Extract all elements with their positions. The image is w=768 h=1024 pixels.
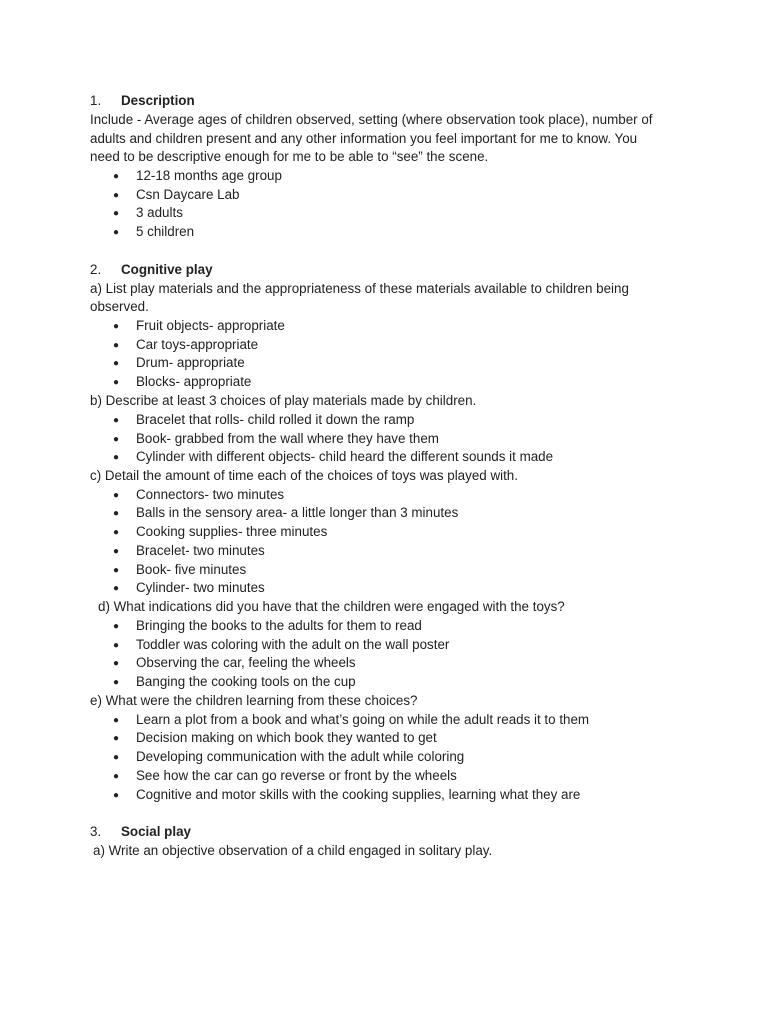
question-a-line: observed. (90, 299, 149, 314)
social-question-a-line: a) Write an objective observation of a child engaged in solitary play. (93, 843, 493, 858)
list-item-text: Csn Daycare Lab (136, 187, 240, 202)
section-number: 1. (90, 93, 102, 108)
list-item (113, 223, 194, 243)
list-item (113, 636, 449, 656)
bullet-icon: ● (113, 490, 120, 501)
list-item-text: 12-18 months age group (136, 168, 282, 183)
list-item-text: Cognitive and motor skills with the cooking supplies, learning what they are (136, 787, 581, 802)
list-item-text: Balls in the sensory area- a little longer than 3 minutes (136, 505, 459, 520)
bullet-icon: ● (113, 171, 120, 182)
list-item (113, 729, 437, 749)
list-item-text: Bringing the books to the adults for them to read (136, 618, 422, 633)
bullet-icon: ● (113, 358, 120, 369)
list-item (113, 317, 285, 337)
list-item-text: See how the car can go reverse or front by the wheels (136, 768, 457, 783)
bullet-icon: ● (113, 508, 120, 519)
question-c-line: c) Detail the amount of time each of the choices of toys was played with. (90, 468, 518, 483)
section-title: Cognitive play (121, 262, 213, 277)
bullet-icon: ● (113, 733, 120, 744)
list-item-text: Toddler was coloring with the adult on the wall poster (136, 637, 450, 652)
list-item-text: Fruit objects- appropriate (136, 318, 285, 333)
list-item-text: Connectors- two minutes (136, 487, 285, 502)
bullet-icon: ● (113, 340, 120, 351)
question-b-line: b) Describe at least 3 choices of play materials made by children. (90, 393, 477, 408)
list-item (113, 711, 589, 731)
list-item (113, 430, 439, 450)
list-item (113, 204, 183, 224)
list-item (113, 786, 580, 806)
list-item-text: Book- five minutes (136, 562, 247, 577)
list-item (113, 617, 422, 637)
list-item-text: Bracelet- two minutes (136, 543, 265, 558)
list-item (113, 504, 458, 524)
bullet-icon: ● (113, 434, 120, 445)
bullet-icon: ● (113, 621, 120, 632)
bullet-icon: ● (113, 208, 120, 219)
bullet-icon: ● (113, 415, 120, 426)
list-item-text: Decision making on which book they wanted to get (136, 730, 437, 745)
list-item (113, 354, 245, 374)
bullet-icon: ● (113, 452, 120, 463)
bullet-icon: ● (113, 715, 120, 726)
list-item (113, 767, 457, 787)
list-item (113, 486, 284, 506)
list-item-text: Blocks- appropriate (136, 374, 252, 389)
bullet-icon: ● (113, 321, 120, 332)
list-item-text: Book- grabbed from the wall where they have them (136, 431, 439, 446)
bullet-icon: ● (113, 227, 120, 238)
bullet-icon: ● (113, 546, 120, 557)
bullet-icon: ● (113, 377, 120, 388)
list-item (113, 579, 265, 599)
bullet-icon: ● (113, 771, 120, 782)
list-item-text: Learn a plot from a book and what’s going on while the adult reads it to them (136, 712, 590, 727)
description-intro-line: need to be descriptive enough for me to be able to “see” the scene. (90, 149, 489, 164)
bullet-icon: ● (113, 190, 120, 201)
list-item (113, 373, 251, 393)
question-d-line: d) What indications did you have that the children were engaged with the toys? (98, 599, 565, 614)
list-item (113, 167, 282, 187)
list-item-text: 3 adults (136, 205, 183, 220)
list-item (113, 186, 239, 206)
list-item-text: Cylinder- two minutes (136, 580, 265, 595)
list-item (113, 748, 464, 768)
list-item (113, 448, 553, 468)
bullet-icon: ● (113, 527, 120, 538)
question-e-line: e) What were the children learning from these choices? (90, 693, 418, 708)
list-item (113, 411, 414, 431)
list-item (113, 336, 258, 356)
bullet-icon: ● (113, 583, 120, 594)
list-item (113, 542, 265, 562)
bullet-icon: ● (113, 565, 120, 576)
list-item-text: Bracelet that rolls- child rolled it down the ramp (136, 412, 415, 427)
bullet-icon: ● (113, 790, 120, 801)
list-item-text: Cylinder with different objects- child heard the different sounds it made (136, 449, 554, 464)
list-item-text: Drum- appropriate (136, 355, 245, 370)
description-intro-line: Include - Average ages of children observed, setting (where observation took place), number of (90, 112, 653, 127)
bullet-icon: ● (113, 658, 120, 669)
list-item-text: Banging the cooking tools on the cup (136, 674, 356, 689)
bullet-icon: ● (113, 677, 120, 688)
section-number: 3. (90, 824, 102, 839)
section-heading-cognitive (90, 261, 213, 280)
list-item (113, 654, 356, 674)
section-title: Description (121, 93, 195, 108)
bullet-icon: ● (113, 752, 120, 763)
section-heading-description (90, 92, 195, 111)
list-item (113, 673, 356, 693)
description-intro-line: adults and children present and any other information you feel important for me to know. You (90, 131, 638, 146)
section-title: Social play (121, 824, 191, 839)
question-a-line: a) List play materials and the appropriateness of these materials available to children being (90, 281, 629, 296)
bullet-icon: ● (113, 640, 120, 651)
list-item-text: Car toys-appropriate (136, 337, 259, 352)
list-item-text: 5 children (136, 224, 195, 239)
section-heading-social (90, 823, 191, 842)
list-item-text: Developing communication with the adult while coloring (136, 749, 465, 764)
list-item-text: Cooking supplies- three minutes (136, 524, 328, 539)
list-item (113, 561, 246, 581)
section-number: 2. (90, 262, 102, 277)
list-item (113, 523, 327, 543)
list-item-text: Observing the car, feeling the wheels (136, 655, 356, 670)
